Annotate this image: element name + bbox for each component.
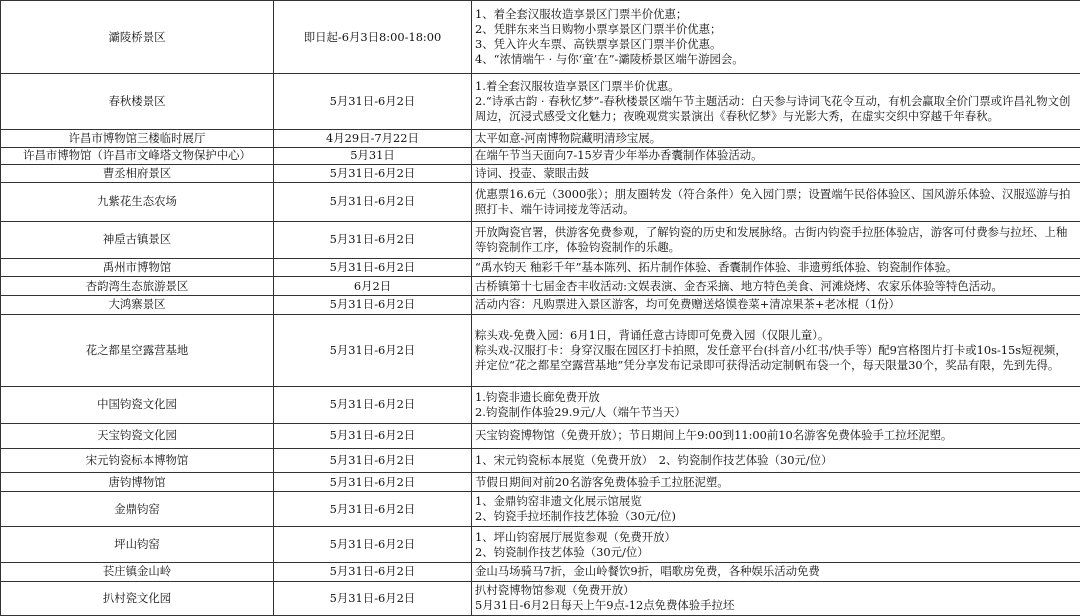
description-line: 3、凭入许火车票、高铁票享景区门票半价优惠。 [475,37,722,52]
description-line: 优惠票16.6元（3000张）；朋友圈转发（符合条件）免入园门票；设置端午民俗体验区、国风游乐体验、汉服巡游与拍照打卡、端午诗词接龙等活动。 [475,186,1071,216]
description-line: 2、钧瓷制作技艺体验（30元/位） [475,544,649,559]
description-line: 活动内容：凡购票进入景区游客，均可免费赠送烙馍卷菜+清凉果茶+老冰棍（1份） [475,297,901,312]
venue-name: 唐钧博物馆 [1,473,274,492]
description-line: 1、金鼎钧窑非遗文化展示馆展览 [475,494,642,509]
activity-description [472,1,1080,74]
description-line: 粽头戏-免费入园：6月1日，背诵任意古诗即可免费入园（仅限儿童）。 [475,327,830,342]
description-line: 4、“浓情端午 · 与你‘童’在”-灞陵桥景区端午游园会。 [475,52,744,67]
activity-date: 5月31日-6月2日 [274,314,472,386]
description-line: 2、钧瓷手拉坯制作技艺体验（30元/位) [475,509,676,524]
table-row [1,527,1080,563]
venue-name: 禹州市博物馆 [1,258,274,277]
venue-name: 春秋楼景区 [1,74,274,130]
activity-date: 5月31日-6月2日 [274,581,472,615]
venue-name: 大鸿寨景区 [1,296,274,315]
activity-description [472,581,1080,615]
description-line: 金山马场骑马7折，金山岭餐饮9折，唱歌房免费，各种娱乐活动免费 [475,564,820,579]
activity-description [472,492,1080,527]
activity-description [472,277,1080,296]
description-line: 1、着全套汉服妆造享景区门票半价优惠； [475,7,688,22]
description-line: 2.“诗承古韵 · 春秋忆梦”-春秋楼景区端午节主题活动：白天参与诗词飞花令互动，有机会赢取全价门票或许昌礼物文创周边，沉浸式感受文化魅力；夜晚观赏实景演出《春秋忆梦》与光影大秀，在虚实交织中穿越千年春秋。 [475,94,1071,124]
activity-description [472,423,1080,448]
activity-date: 5月31日-6月2日 [274,182,472,221]
venue-name: 中国钧瓷文化园 [1,386,274,423]
activity-date: 5月31日-6月2日 [274,258,472,277]
table-row [1,258,1080,277]
table-row [1,74,1080,130]
activity-date: 5月31日-6月2日 [274,165,472,183]
venue-name: 灞陵桥景区 [1,1,274,74]
venue-name: 苌庄镇金山岭 [1,563,274,582]
table-row [1,182,1080,221]
table-row [1,448,1080,473]
activity-description [472,448,1080,473]
description-line: 节假日期间对前20名游客免费体验手工拉胚泥塑。 [475,474,729,489]
description-line: 在端午节当天面向7-15岁青少年举办香囊制作体验活动。 [475,148,763,163]
venue-name: 宋元钧瓷标本博物馆 [1,448,274,473]
venue-name: 天宝钧瓷文化园 [1,423,274,448]
table-row [1,423,1080,448]
activity-date: 5月31日-6月2日 [274,473,472,492]
activity-date: 5月31日-6月2日 [274,492,472,527]
activity-date: 4月29日-7月22日 [274,129,472,147]
activity-description [472,314,1080,386]
venue-name: 许昌市博物馆三楼临时展厅 [1,129,274,147]
activity-date: 5月31日-6月2日 [274,423,472,448]
description-line: 1.着全套汉服妆造享景区门票半价优惠。 [475,79,680,94]
venue-name: 金鼎钧窑 [1,492,274,527]
table-row [1,221,1080,258]
activity-date: 5月31日-6月2日 [274,563,472,582]
description-line: 1、宋元钧瓷标本展览（免费开放） 2、钧瓷制作技艺体验（30元/位） [475,453,833,468]
activity-date: 5月31日-6月2日 [274,221,472,258]
activity-description [472,129,1080,147]
description-line: 2.钧瓷制作体验29.9元/人（端午节当天） [475,404,686,419]
activity-description [472,473,1080,492]
activity-description [472,147,1080,165]
description-line: 粽头戏-汉服打卡：身穿汉服在园区打卡拍照，发任意平台(抖音/小红书/快手等）配9宫格图片打卡或10s-15s短视频，并定位“花之都星空露营基地”凭分享发布记录即可获得活动定制帆布袋一个，每天限量30个，奖品有限，先到先得。 [475,342,1067,372]
venue-name: 九紫花生态农场 [1,182,274,221]
table-row [1,492,1080,527]
activity-description [472,74,1080,130]
description-line: 古桥镇第十七届金杏丰收活动:文娱表演、金杏采摘、地方特色美食、河滩烧烤、农家乐体验等特色活动。 [475,278,1003,293]
activity-date: 5月31日-6月2日 [274,448,472,473]
table-row [1,563,1080,582]
activities-table-body [1,1,1080,616]
activity-date: 5月31日-6月2日 [274,527,472,563]
activity-description [472,221,1080,258]
activity-date: 5月31日 [274,147,472,165]
table-row [1,1,1080,74]
table-row [1,581,1080,615]
activity-description [472,182,1080,221]
table-row [1,129,1080,147]
description-line: 太平如意-河南博物院藏明清珍宝展。 [475,130,662,145]
description-line: 诗词、投壶、蒙眼击鼓 [475,165,589,180]
activity-date: 5月31日-6月2日 [274,386,472,423]
activity-description [472,296,1080,315]
description-line: 1、坪山钧窑展厅展览参观（免费开放） [475,529,676,544]
activity-date: 6月2日 [274,277,472,296]
description-line: 天宝钧瓷博物馆（免费开放）；节日期间上午9:00到11:00前10名游客免费体验手工拉坯泥塑。 [475,428,953,443]
activity-description [472,386,1080,423]
table-row [1,147,1080,165]
table-row [1,386,1080,423]
description-line: “禹水钧天 釉彩千年”基本陈列、拓片制作体验、香囊制作体验、非遗剪纸体验、钧瓷制作体验。 [475,260,958,275]
description-line: 扒村瓷博物馆参观（免费开放） [475,583,635,598]
venue-name: 神垕古镇景区 [1,221,274,258]
venue-name: 曹丞相府景区 [1,165,274,183]
table-row [1,296,1080,315]
table-row [1,473,1080,492]
activity-date: 5月31日-6月2日 [274,296,472,315]
activity-description [472,165,1080,183]
table-row [1,277,1080,296]
activity-description [472,563,1080,582]
description-line: 1.钧瓷非遗长廊免费开放 [475,389,600,404]
activity-date: 5月31日-6月2日 [274,74,472,130]
venue-name: 扒村瓷文化园 [1,581,274,615]
activity-description [472,258,1080,277]
venue-name: 花之都星空露营基地 [1,314,274,386]
description-line: 2、凭胖东来当日购物小票享景区门票半价优惠； [475,22,722,37]
venue-name: 许昌市博物馆（许昌市文峰塔文物保护中心） [1,147,274,165]
table-row [1,165,1080,183]
activity-description [472,527,1080,563]
description-line: 5月31日-6月2日每天上午9点-12点免费体验手拉坯 [475,598,735,613]
venue-name: 坪山钧窑 [1,527,274,563]
table-row [1,314,1080,386]
venue-name: 杏韵湾生态旅游景区 [1,277,274,296]
description-line: 开放陶瓷官署，供游客免费参观，了解钧瓷的历史和发展脉络。古街内钧瓷手拉胚体验店，游客可付费参与拉坯、上釉等钧瓷制作工序，体验钧瓷制作的乐趣。 [475,224,1068,254]
activity-date: 即日起-6月3日8:00-18:00 [274,1,472,74]
